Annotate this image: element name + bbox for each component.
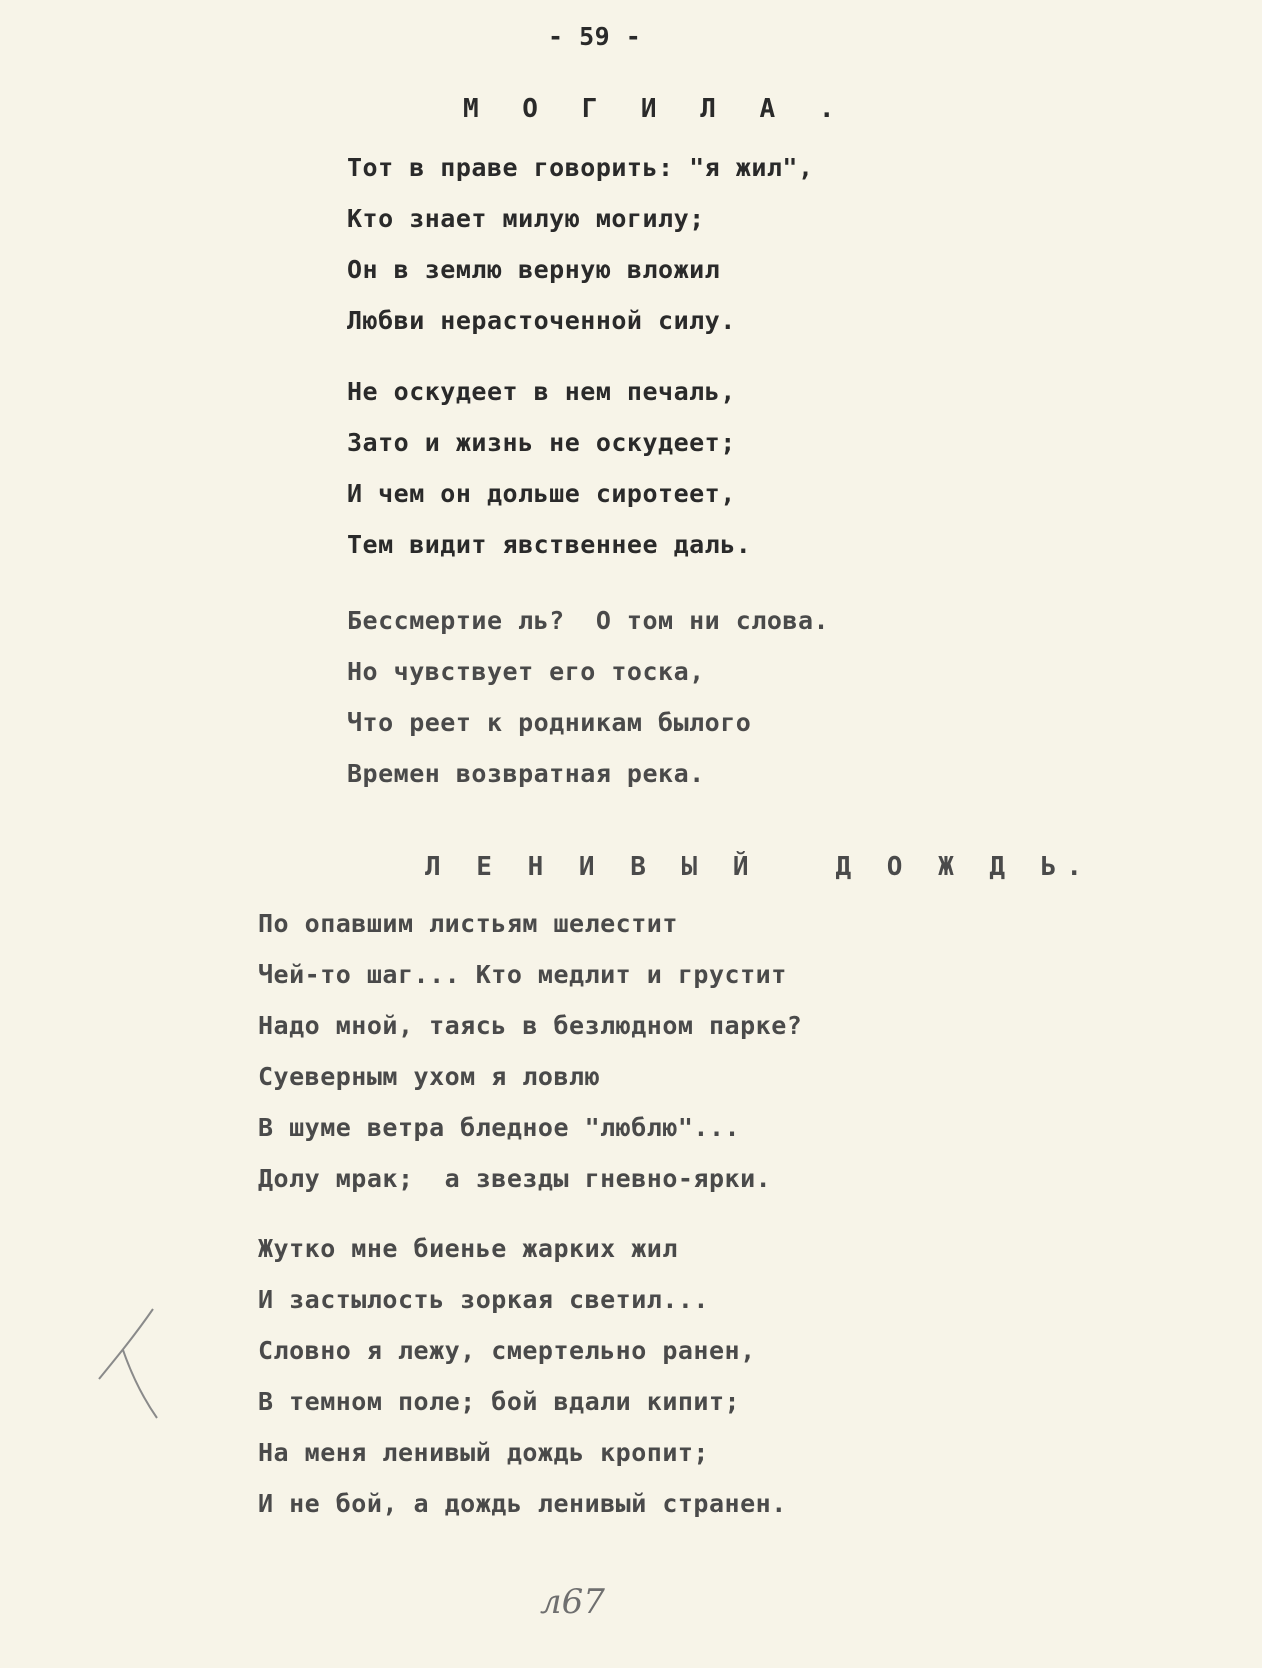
poem2-stanza-2 xyxy=(258,1223,787,1529)
poem-title-lenivyi-dozhd: Л Е Н И В Ы Й Д О Ж Д Ь. xyxy=(425,852,1092,882)
verse-line: Времен возвратная река. xyxy=(347,759,705,788)
verse-line: Но чувствует его тоска, xyxy=(347,657,705,686)
verse-line: На меня ленивый дождь кропит; xyxy=(258,1438,709,1467)
pencil-margin-mark xyxy=(95,1305,165,1420)
verse-line: Тот в праве говорить: "я жил", xyxy=(347,153,814,182)
verse-line: Бессмертие ль? О том ни слова. xyxy=(347,606,830,635)
verse-line: Он в землю верную вложил xyxy=(347,255,721,284)
scan-edge xyxy=(1262,0,1270,1668)
poem-title-mogila: М О Г И Л А . xyxy=(463,94,849,124)
page-number: - 59 - xyxy=(548,22,642,51)
poem2-stanza-1 xyxy=(258,898,802,1204)
verse-line: И застылость зоркая светил... xyxy=(258,1285,709,1314)
verse-line: В шуме ветра бледное "люблю"... xyxy=(258,1113,741,1142)
poem1-stanza-3 xyxy=(347,595,829,799)
verse-line: Любви нерасточенной силу. xyxy=(347,306,736,335)
verse-line: Чей-то шаг... Кто медлит и грустит xyxy=(258,960,787,989)
verse-line: В темном поле; бой вдали кипит; xyxy=(258,1387,741,1416)
verse-line: Кто знает милую могилу; xyxy=(347,204,705,233)
verse-line: Долу мрак; а звезды гневно-ярки. xyxy=(258,1164,772,1193)
verse-line: Тем видит явственнее даль. xyxy=(347,530,752,559)
verse-line: Зато и жизнь не оскудеет; xyxy=(347,428,736,457)
verse-line: Что реет к родникам былого xyxy=(347,708,752,737)
verse-line: Суеверным ухом я ловлю xyxy=(258,1062,601,1091)
handwritten-sheet-number: л67 xyxy=(540,1582,605,1622)
verse-line: И не бой, а дождь ленивый странен. xyxy=(258,1489,787,1518)
verse-line: Словно я лежу, смертельно ранен, xyxy=(258,1336,756,1365)
poem1-stanza-2 xyxy=(347,366,751,570)
verse-line: Надо мной, таясь в безлюдном парке? xyxy=(258,1011,803,1040)
poem1-stanza-1 xyxy=(347,142,814,346)
verse-line: Не оскудеет в нем печаль, xyxy=(347,377,736,406)
verse-line: Жутко мне биенье жарких жил xyxy=(258,1234,678,1263)
verse-line: И чем он дольше сиротеет, xyxy=(347,479,736,508)
verse-line: По опавшим листьям шелестит xyxy=(258,909,678,938)
